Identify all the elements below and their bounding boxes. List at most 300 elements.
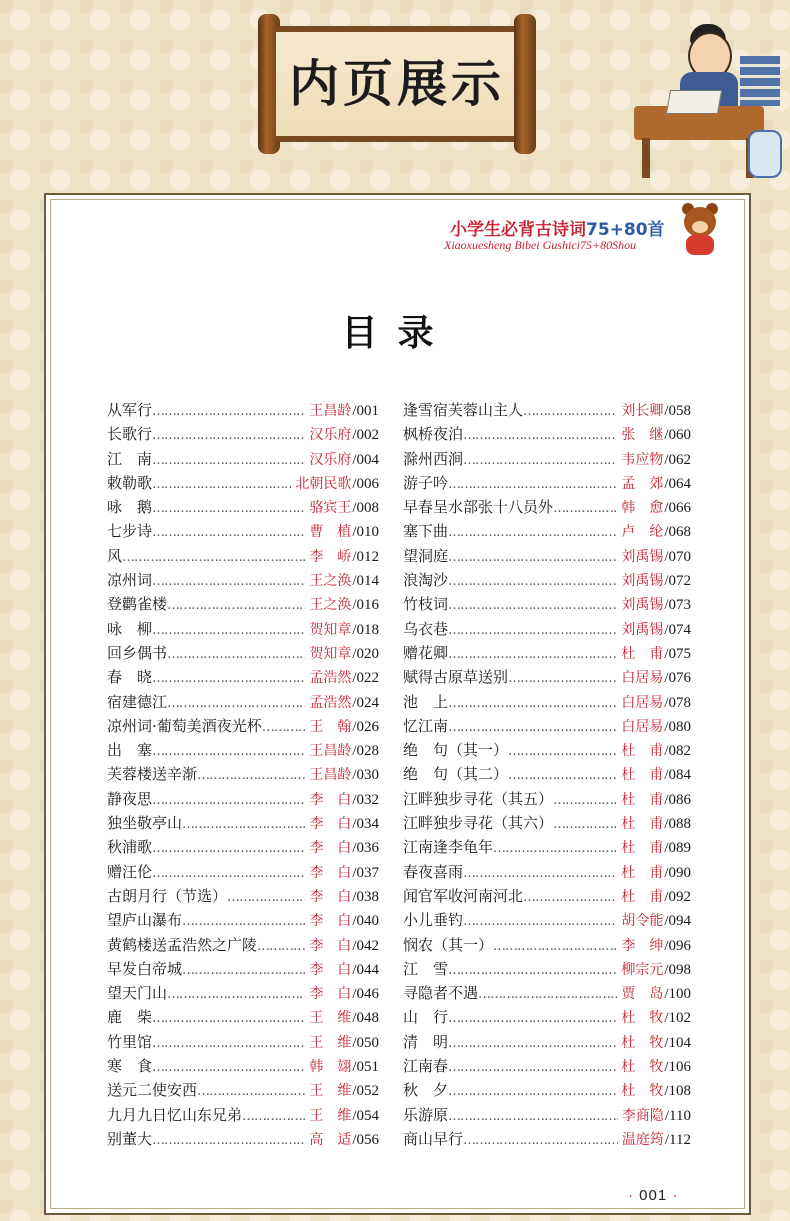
toc-entry-page: /012 [352, 548, 379, 565]
toc-leader-dots [152, 1011, 305, 1026]
toc-entry-title: 枫桥夜泊 [403, 425, 464, 444]
toc-entry-title: 咏 鹅 [107, 498, 153, 517]
toc-entry-author: 温庭筠 [621, 1131, 664, 1148]
toc-entry-page: /100 [664, 986, 691, 1003]
toc-entry-page: /082 [664, 743, 691, 760]
toc-entry-page: /014 [352, 573, 379, 590]
toc-entry-title: 忆江南 [403, 716, 449, 735]
toc-entry[interactable] [107, 788, 379, 812]
toc-entry-title: 竹枝词 [403, 595, 449, 614]
toc-entry-page: /108 [664, 1083, 691, 1100]
toc-entry-author: 白居易 [621, 694, 664, 711]
book-title-pinyin: Xiaoxuesheng Bibei Gushici75+80Shou [444, 238, 637, 252]
toc-entry-author: 李 白 [309, 864, 352, 881]
toc-entry[interactable] [107, 934, 379, 958]
toc-entry[interactable] [107, 593, 379, 617]
toc-entry-title: 山 行 [403, 1008, 449, 1027]
toc-entry-author: 杜 牧 [621, 1083, 664, 1100]
toc-title: 目录 [341, 312, 454, 354]
toc-entry-page: /106 [664, 1059, 691, 1076]
toc-entry[interactable] [107, 666, 379, 690]
toc-leader-dots [448, 477, 617, 492]
toc-entry[interactable] [403, 691, 691, 715]
toc-entry-page: /004 [352, 451, 379, 468]
toc-entry[interactable] [403, 593, 691, 617]
toc-entry-page: /092 [664, 888, 691, 905]
toc-entry-page: /104 [664, 1034, 691, 1051]
toc-entry-author: 汉乐府 [309, 451, 352, 468]
toc-entry[interactable] [107, 1128, 379, 1152]
bear-mascot-icon [678, 201, 722, 257]
toc-entry[interactable] [403, 423, 691, 447]
toc-entry-title: 敕勒歌 [107, 473, 153, 492]
toc-leader-dots [508, 768, 617, 783]
toc-leader-dots [448, 1011, 617, 1026]
toc-entry-page: /064 [664, 475, 691, 492]
toc-leader-dots [167, 987, 305, 1002]
toc-entry-page: /018 [352, 621, 379, 638]
toc-entry[interactable] [107, 836, 379, 860]
toc-entry-title: 江南逢李龟年 [403, 838, 494, 857]
toc-entry-title: 逢雪宿芙蓉山主人 [403, 401, 524, 419]
toc-entry[interactable] [403, 958, 691, 982]
toc-entry-page: /010 [352, 524, 379, 541]
toc-entry[interactable] [403, 569, 691, 593]
toc-entry-title: 凉州词·葡萄美酒夜光杯 [107, 716, 262, 735]
toc-entry-page: /050 [352, 1034, 379, 1051]
toc-entry-title: 独坐敬亭山 [107, 814, 183, 833]
toc-entry[interactable] [107, 812, 379, 836]
toc-entry-title: 春 晓 [107, 668, 153, 687]
toc-entry[interactable] [107, 1031, 379, 1055]
toc-leader-dots [152, 1133, 305, 1148]
toc-entry-title: 秋 夕 [403, 1081, 449, 1100]
toc-entry-title: 七步诗 [107, 522, 153, 541]
toc-entry-page: /096 [664, 937, 691, 954]
toc-entry-author: 杜 甫 [621, 864, 664, 881]
toc-entry-page: /066 [664, 500, 691, 517]
toc-entry[interactable] [107, 982, 379, 1006]
toc-entry-page: /042 [352, 937, 379, 954]
scholar-reading-illustration [628, 10, 790, 190]
toc-entry-page: /072 [664, 573, 691, 590]
toc-entry-title: 登鹳雀楼 [107, 595, 168, 614]
toc-entry-page: /002 [352, 427, 379, 444]
toc-entry[interactable] [403, 520, 691, 544]
toc-leader-dots [463, 866, 617, 881]
toc-entry-page: /068 [664, 524, 691, 541]
toc-entry-title: 赠花卿 [403, 643, 449, 662]
toc-entry-author: 韩 翃 [309, 1059, 352, 1076]
toc-leader-dots [152, 428, 305, 443]
toc-entry-author: 杜 甫 [621, 840, 664, 857]
toc-entry-title: 风 [107, 546, 123, 565]
toc-entry[interactable] [403, 1079, 691, 1103]
toc-entry-page: /054 [352, 1107, 379, 1124]
toc-entry-author: 李 白 [309, 913, 352, 930]
toc-entry-page: /088 [664, 816, 691, 833]
toc-entry[interactable] [107, 1006, 379, 1030]
toc-entry-author: 杜 牧 [621, 1034, 664, 1051]
toc-entry[interactable] [403, 909, 691, 933]
toc-entry-page: /052 [352, 1083, 379, 1100]
toc-entry-page: /001 [352, 403, 379, 419]
book-title-cn: 小学生必背古诗词75+80首 [450, 220, 665, 240]
toc-entry[interactable] [403, 1104, 691, 1128]
toc-entry-page: /080 [664, 718, 691, 735]
toc-leader-dots [493, 841, 617, 856]
toc-entry-author: 杜 甫 [621, 645, 664, 662]
toc-entry-title: 黄鹤楼送孟浩然之广陵 [107, 935, 258, 954]
toc-entry-title: 绝 句（其二） [403, 765, 509, 784]
toc-entry-author: 刘禹锡 [621, 621, 664, 638]
toc-entry-title: 江 雪 [403, 959, 449, 978]
toc-entry-page: /090 [664, 864, 691, 881]
toc-leader-dots [448, 647, 617, 662]
toc-entry[interactable] [403, 788, 691, 812]
toc-entry-page: /070 [664, 548, 691, 565]
toc-entry-title: 滁州西涧 [403, 449, 464, 468]
toc-leader-dots [197, 768, 305, 783]
toc-entry[interactable] [107, 861, 379, 885]
toc-entry-title: 塞下曲 [403, 522, 449, 541]
toc-entry[interactable] [107, 691, 379, 715]
toc-leader-dots [523, 890, 617, 905]
toc-entry[interactable] [107, 496, 379, 520]
toc-leader-dots [152, 793, 305, 808]
toc-entry-author: 李 白 [309, 791, 352, 808]
toc-leader-dots [448, 525, 617, 540]
toc-leader-dots [448, 1084, 617, 1099]
book-stack [740, 56, 780, 106]
toc-entry[interactable] [403, 472, 691, 496]
toc-entry-page: /020 [352, 645, 379, 662]
toc-entry-author: 王 翰 [309, 718, 352, 735]
toc-column-right [403, 399, 691, 1152]
toc-entry-page: /074 [664, 621, 691, 638]
toc-leader-dots [508, 671, 617, 686]
toc-entry-title: 别董大 [107, 1129, 153, 1148]
toc-entry-title: 绝 句（其一） [403, 741, 509, 760]
toc-entry-page: /062 [664, 451, 691, 468]
toc-entry[interactable] [107, 399, 379, 423]
toc-entry[interactable] [107, 545, 379, 569]
toc-entry[interactable] [403, 982, 691, 1006]
toc-entry-title: 芙蓉楼送辛渐 [107, 765, 198, 784]
toc-leader-dots [508, 744, 617, 759]
toc-entry-page: /016 [352, 597, 379, 614]
toc-entry-page: /051 [352, 1059, 379, 1076]
page-number: · 001 · [628, 1187, 679, 1204]
toc-entry-author: 李 白 [309, 961, 352, 978]
toc-leader-dots [152, 841, 305, 856]
toc-entry-page: /073 [664, 597, 691, 614]
toc-entry[interactable] [107, 618, 379, 642]
toc-entry-author: 王 维 [309, 1107, 352, 1124]
toc-entry-author: 孟 郊 [621, 475, 664, 492]
toc-leader-dots [152, 623, 305, 638]
toc-entry-title: 早春呈水部张十八员外 [403, 498, 554, 517]
toc-entry-page: /102 [664, 1010, 691, 1027]
toc-entry-page: /084 [664, 767, 691, 784]
toc-entry-title: 乌衣巷 [403, 619, 449, 638]
toc-entry-title: 悯农（其一） [403, 935, 494, 954]
toc-leader-dots [262, 720, 306, 735]
toc-leader-dots [242, 1109, 305, 1124]
toc-leader-dots [167, 647, 305, 662]
toc-entry-title: 回乡偶书 [107, 643, 168, 662]
toc-entry[interactable] [403, 934, 691, 958]
toc-entry-author: 王昌龄 [309, 403, 352, 419]
toc-entry-title: 池 上 [403, 692, 449, 711]
toc-entry[interactable] [107, 472, 379, 496]
toc-leader-dots [448, 1036, 617, 1051]
toc-entry-author: 杜 牧 [621, 1010, 664, 1027]
toc-leader-dots [553, 817, 617, 832]
toc-entry-title: 浪淘沙 [403, 571, 449, 590]
toc-leader-dots [448, 963, 617, 978]
toc-entry-page: /089 [664, 840, 691, 857]
toc-column-left [107, 399, 379, 1152]
toc-entry-author: 曹 植 [309, 524, 352, 541]
toc-entry-page: /076 [664, 670, 691, 687]
toc-leader-dots [463, 428, 617, 443]
toc-entry-page: /032 [352, 791, 379, 808]
toc-leader-dots [448, 574, 617, 589]
toc-entry-author: 北朝民歌 [295, 475, 352, 492]
toc-entry-title: 静夜思 [107, 789, 153, 808]
open-book [666, 90, 722, 114]
toc-entry-page: /040 [352, 913, 379, 930]
toc-leader-dots [553, 793, 617, 808]
toc-entry-title: 九月九日忆山东兄弟 [107, 1105, 243, 1124]
toc-entry-page: /060 [664, 427, 691, 444]
toc-entry-page: /110 [664, 1107, 691, 1124]
toc-entry-page: /046 [352, 986, 379, 1003]
toc-entry-author: 杜 甫 [621, 888, 664, 905]
toc-leader-dots [448, 550, 617, 565]
toc-entry-title: 秋浦歌 [107, 838, 153, 857]
toc-entry-title: 长歌行 [107, 425, 153, 444]
toc-entry-page: /026 [352, 718, 379, 735]
toc-entry[interactable] [403, 448, 691, 472]
toc-entry-page: /094 [664, 913, 691, 930]
toc-leader-dots [448, 720, 617, 735]
toc-leader-dots [523, 404, 617, 419]
toc-entry-author: 王 维 [309, 1083, 352, 1100]
toc-entry-title: 鹿 柴 [107, 1008, 153, 1027]
toc-entry[interactable] [107, 1055, 379, 1079]
toc-entry-page: /086 [664, 791, 691, 808]
toc-entry[interactable] [403, 642, 691, 666]
toc-entry-title: 江畔独步寻花（其六） [403, 814, 554, 833]
toc-entry-title: 寒 食 [107, 1057, 153, 1076]
toc-entry-author: 白居易 [621, 718, 664, 735]
toc-entry[interactable] [107, 642, 379, 666]
toc-entry-author: 贾 岛 [621, 986, 664, 1003]
toc-entry[interactable] [403, 763, 691, 787]
toc-leader-dots [257, 939, 305, 954]
toc-entry[interactable] [403, 1055, 691, 1079]
toc-entry-author: 贺知章 [309, 621, 352, 638]
toc-leader-dots [182, 963, 305, 978]
toc-leader-dots [152, 866, 305, 881]
toc-entry-author: 李商隐 [621, 1107, 664, 1124]
toc-leader-dots [167, 598, 305, 613]
toc-entry[interactable] [403, 545, 691, 569]
toc-entry-title: 望庐山瀑布 [107, 911, 183, 930]
toc-leader-dots [478, 987, 617, 1002]
toc-leader-dots [227, 890, 305, 905]
toc-entry[interactable] [403, 496, 691, 520]
toc-entry[interactable] [107, 909, 379, 933]
toc-leader-dots [448, 1109, 618, 1124]
toc-entry[interactable] [403, 885, 691, 909]
toc-leader-dots [152, 477, 291, 492]
toc-entry[interactable] [403, 861, 691, 885]
title-scroll-banner [258, 14, 536, 154]
toc-leader-dots [152, 744, 305, 759]
toc-entry-title: 闻官军收河南河北 [403, 886, 524, 905]
toc-entry-author: 李 白 [309, 937, 352, 954]
toc-leader-dots [463, 1133, 618, 1148]
toc-entry-author: 胡令能 [621, 913, 664, 930]
toc-entry[interactable] [107, 520, 379, 544]
toc-entry-title: 乐游原 [403, 1105, 449, 1124]
toc-entry[interactable] [107, 958, 379, 982]
toc-entry-title: 早发白帝城 [107, 959, 183, 978]
toc-entry[interactable] [107, 448, 379, 472]
toc-entry-author: 韦应物 [621, 451, 664, 468]
toc-entry[interactable] [403, 739, 691, 763]
toc-entry-title: 咏 柳 [107, 619, 153, 638]
banner-title: 内页展示 [289, 54, 505, 113]
book-page [44, 193, 751, 1215]
toc-entry-author: 杜 甫 [621, 816, 664, 833]
toc-entry-title: 江 南 [107, 449, 153, 468]
toc-leader-dots [152, 525, 305, 540]
toc-entry-author: 王之涣 [309, 573, 352, 590]
toc-entry-page: /038 [352, 888, 379, 905]
toc-entry-author: 李 白 [309, 840, 352, 857]
toc-entry[interactable] [403, 666, 691, 690]
toc-entry-page: /098 [664, 961, 691, 978]
toc-leader-dots [182, 914, 305, 929]
toc-leader-dots [167, 696, 305, 711]
toc-entry-author: 柳宗元 [621, 961, 664, 978]
toc-entry-page: /022 [352, 670, 379, 687]
toc-entry-author: 刘禹锡 [621, 573, 664, 590]
toc-entry-page: /044 [352, 961, 379, 978]
toc-leader-dots [152, 1036, 305, 1051]
toc-leader-dots [448, 623, 617, 638]
toc-entry-page: /006 [352, 475, 379, 492]
toc-entry-title: 出 塞 [107, 741, 153, 760]
toc-entry-author: 孟浩然 [309, 670, 352, 687]
toc-entry-title: 游子吟 [403, 473, 449, 492]
toc-entry-title: 春夜喜雨 [403, 862, 464, 881]
toc-entry-title: 清 明 [403, 1032, 449, 1051]
toc-entry-author: 杜 甫 [621, 767, 664, 784]
toc-entry-page: /037 [352, 864, 379, 881]
toc-entry-title: 凉州词 [107, 571, 153, 590]
toc-entry-title: 赋得古原草送别 [403, 668, 509, 687]
toc-entry[interactable] [403, 1031, 691, 1055]
toc-entry-title: 江南春 [403, 1057, 449, 1076]
toc-entry[interactable] [107, 1104, 379, 1128]
toc-entry-page: /028 [352, 743, 379, 760]
toc-entry-page: /024 [352, 694, 379, 711]
toc-entry[interactable] [107, 763, 379, 787]
toc-leader-dots [448, 696, 617, 711]
toc-entry-title: 望天门山 [107, 984, 168, 1003]
toc-leader-dots [448, 1060, 617, 1075]
toc-entry[interactable] [107, 885, 379, 909]
toc-entry-author: 白居易 [621, 670, 664, 687]
toc-entry-page: /078 [664, 694, 691, 711]
toc-entry-title: 宿建德江 [107, 692, 168, 711]
toc-entry[interactable] [403, 618, 691, 642]
toc-entry-author: 杜 甫 [621, 791, 664, 808]
toc-entry[interactable] [403, 715, 691, 739]
toc-entry-author: 王之涣 [309, 597, 352, 614]
toc-entry-page: /008 [352, 500, 379, 517]
toc-entry[interactable] [107, 1079, 379, 1103]
toc-leader-dots [463, 453, 617, 468]
toc-entry-title: 望洞庭 [403, 546, 449, 565]
toc-entry-author: 王昌龄 [309, 767, 352, 784]
toc-leader-dots [197, 1084, 305, 1099]
toc-entry[interactable] [403, 1006, 691, 1030]
toc-entry[interactable] [107, 423, 379, 447]
toc-entry[interactable] [107, 715, 379, 739]
toc-entry-title: 商山早行 [403, 1129, 464, 1148]
toc-entry-author: 韩 愈 [621, 500, 664, 517]
toc-leader-dots [152, 453, 305, 468]
toc-leader-dots [553, 501, 617, 516]
toc-leader-dots [493, 939, 617, 954]
toc-leader-dots [152, 501, 305, 516]
toc-entry-title: 古朗月行（节选） [107, 886, 228, 905]
toc-entry[interactable] [403, 1128, 691, 1152]
toc-leader-dots [182, 817, 305, 832]
toc-entry-author: 刘长卿 [621, 403, 664, 419]
toc-entry-title: 赠汪伦 [107, 862, 153, 881]
toc-leader-dots [152, 404, 305, 419]
toc-entry-author: 王 维 [309, 1034, 352, 1051]
toc-entry-author: 刘禹锡 [621, 548, 664, 565]
toc-entry-page: /036 [352, 840, 379, 857]
toc-leader-dots [122, 550, 305, 565]
toc-entry-author: 王昌龄 [309, 743, 352, 760]
toc-entry-author: 刘禹锡 [621, 597, 664, 614]
toc-entry[interactable] [107, 569, 379, 593]
toc-entry-author: 王 维 [309, 1010, 352, 1027]
toc-entry[interactable] [403, 836, 691, 860]
toc-entry-author: 卢 纶 [621, 524, 664, 541]
toc-entry[interactable] [403, 399, 691, 423]
toc-entry-page: /034 [352, 816, 379, 833]
toc-entry-page: /056 [352, 1131, 379, 1148]
toc-entry[interactable] [403, 812, 691, 836]
toc-entry-page: /058 [664, 403, 691, 419]
toc-entry[interactable] [107, 739, 379, 763]
toc-leader-dots [448, 598, 617, 613]
toc-entry-author: 李 绅 [621, 937, 664, 954]
toc-entry-title: 从军行 [107, 401, 153, 419]
toc-entry-title: 送元二使安西 [107, 1081, 198, 1100]
toc-entry-title: 江畔独步寻花（其五） [403, 789, 554, 808]
